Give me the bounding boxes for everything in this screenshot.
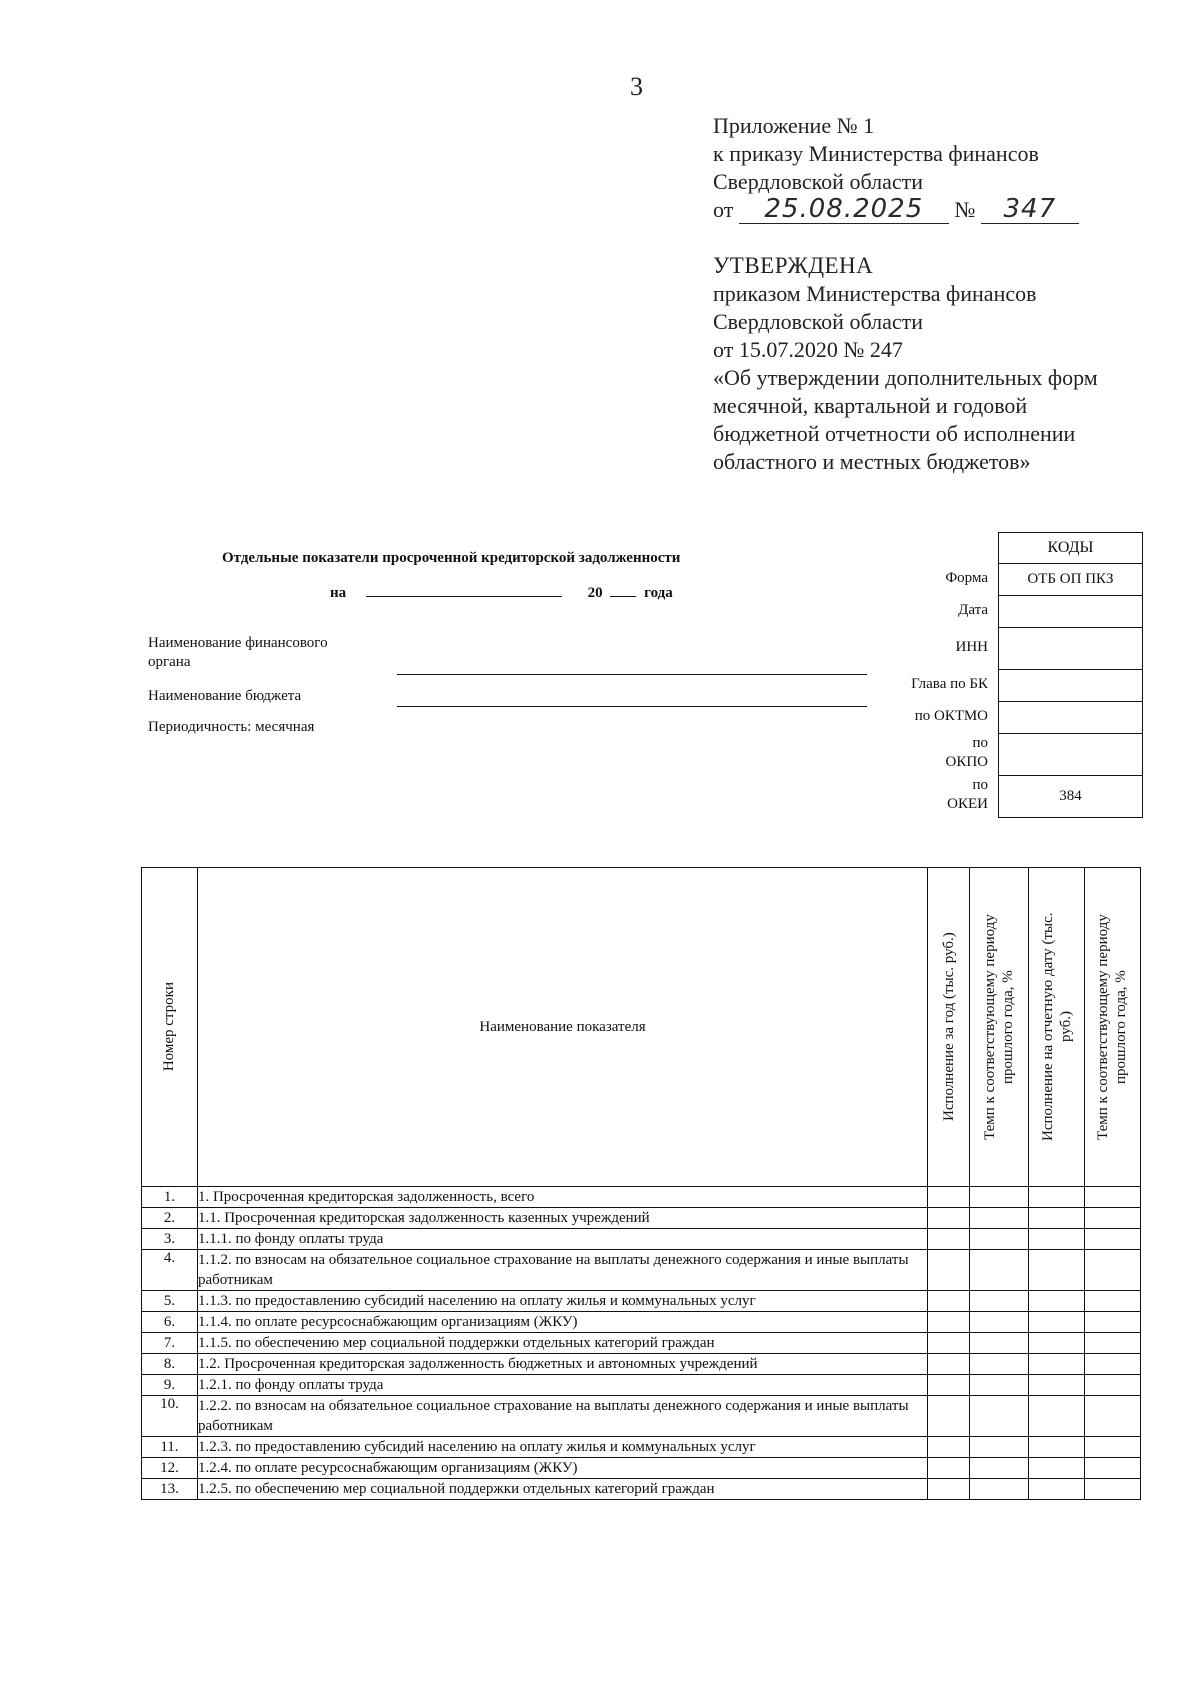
cell-col2	[970, 1312, 1029, 1333]
approved-line-2: Свердловской области	[713, 309, 923, 334]
cell-col4	[1084, 1229, 1140, 1250]
cell-col3	[1029, 1333, 1085, 1354]
table-header-row	[142, 868, 1141, 1187]
codes-labels	[840, 562, 988, 816]
cell-col2	[970, 1458, 1029, 1479]
row-number: 6.	[142, 1312, 198, 1333]
fin-org-label-line1: Наименование финансового	[148, 635, 328, 651]
cell-col4	[1084, 1250, 1140, 1291]
cell-col1	[928, 1396, 970, 1437]
cell-col1	[928, 1229, 970, 1250]
code-label-okpo-2: ОКПО	[945, 754, 988, 770]
row-name: 1.2. Просроченная кредиторская задолженность бюджетных и автономных учреждений	[197, 1354, 927, 1375]
form-title: Отдельные показатели просроченной кредиторской задолженности	[222, 550, 681, 566]
table-row	[142, 1229, 1141, 1250]
header-col3-text: Исполнение на отчетную дату (тыс. руб.)	[1039, 912, 1074, 1142]
row-number: 3.	[142, 1229, 198, 1250]
row-number: 8.	[142, 1354, 198, 1375]
row-name: 1.2.3. по предоставлению субсидий населению на оплату жилья и коммунальных услуг	[197, 1437, 927, 1458]
cell-col4	[1084, 1396, 1140, 1437]
row-name: 1.1.1. по фонду оплаты труда	[197, 1229, 927, 1250]
table-row	[142, 1250, 1141, 1291]
header-row-number	[142, 868, 198, 1187]
row-number: 12.	[142, 1458, 198, 1479]
form-year-suffix: года	[644, 585, 673, 601]
page-number: 3	[630, 72, 643, 101]
header-row-number-text: Номер строки	[161, 982, 178, 1072]
code-label-okei	[840, 774, 988, 816]
table-row	[142, 1333, 1141, 1354]
table-row	[142, 1479, 1141, 1500]
row-name: 1.2.2. по взносам на обязательное социальное страхование на выплаты денежного содержания и иные выплаты работникам	[197, 1396, 927, 1437]
cell-col2	[970, 1437, 1029, 1458]
periodicity-label: Периодичность: месячная	[148, 719, 315, 735]
cell-col3	[1029, 1458, 1085, 1479]
code-value-date	[999, 595, 1142, 627]
cell-col3	[1029, 1291, 1085, 1312]
form-date-blank	[366, 582, 562, 597]
row-number: 7.	[142, 1333, 198, 1354]
cell-col1	[928, 1208, 970, 1229]
cell-col2	[970, 1208, 1029, 1229]
code-label-okpo-1: по	[972, 735, 988, 751]
appendix-number-handwritten: 347	[1003, 194, 1057, 224]
codes-header: КОДЫ	[1047, 539, 1094, 556]
cell-col4	[1084, 1187, 1140, 1208]
table-row	[142, 1187, 1141, 1208]
appendix-date-prefix: от	[713, 197, 734, 222]
code-value-inn	[999, 627, 1142, 669]
appendix-number-field	[981, 196, 1079, 224]
fin-org-label-line2: органа	[148, 654, 191, 670]
cell-col4	[1084, 1312, 1140, 1333]
header-col2-text: Темп к соответствующему периоду прошлого года, %	[982, 914, 1017, 1140]
cell-col2	[970, 1354, 1029, 1375]
row-number: 2.	[142, 1208, 198, 1229]
table-row	[142, 1437, 1141, 1458]
cell-col4	[1084, 1479, 1140, 1500]
code-label-okei-1: по	[972, 777, 988, 793]
header-col4	[1084, 868, 1140, 1187]
row-name: 1.2.4. по оплате ресурсоснабжающим организациям (ЖКУ)	[197, 1458, 927, 1479]
cell-col4	[1084, 1333, 1140, 1354]
cell-col3	[1029, 1250, 1085, 1291]
cell-col2	[970, 1250, 1029, 1291]
cell-col1	[928, 1375, 970, 1396]
row-name: 1.1. Просроченная кредиторская задолженность казенных учреждений	[197, 1208, 927, 1229]
cell-col1	[928, 1312, 970, 1333]
cell-col1	[928, 1458, 970, 1479]
row-name: 1. Просроченная кредиторская задолженность, всего	[197, 1187, 927, 1208]
appendix-date-handwritten: 25.08.2025	[764, 194, 924, 224]
cell-col3	[1029, 1437, 1085, 1458]
code-label-date: Дата	[958, 601, 988, 618]
code-value-okei: 384	[999, 775, 1142, 817]
cell-col2	[970, 1396, 1029, 1437]
cell-col3	[1029, 1208, 1085, 1229]
approved-line-6: бюджетной отчетности об исполнении	[713, 421, 1076, 446]
row-number: 11.	[142, 1437, 198, 1458]
row-number: 13.	[142, 1479, 198, 1500]
cell-col1	[928, 1333, 970, 1354]
cell-col1	[928, 1187, 970, 1208]
table-row	[142, 1458, 1141, 1479]
approved-title: УТВЕРЖДЕНА	[713, 253, 874, 278]
header-col1	[928, 868, 970, 1187]
appendix-date-field	[739, 196, 949, 224]
indicators-table	[141, 867, 1141, 1500]
row-number: 5.	[142, 1291, 198, 1312]
cell-col2	[970, 1333, 1029, 1354]
table-row	[142, 1312, 1141, 1333]
appendix-region-line: Свердловской области	[713, 169, 923, 194]
cell-col2	[970, 1375, 1029, 1396]
codes-box	[998, 532, 1143, 818]
code-label-oktmo: по ОКТМО	[914, 707, 988, 724]
row-name: 1.1.4. по оплате ресурсоснабжающим организациям (ЖКУ)	[197, 1312, 927, 1333]
approved-line-4: «Об утверждении дополнительных форм	[713, 365, 1098, 390]
cell-col4	[1084, 1437, 1140, 1458]
budget-label: Наименование бюджета	[148, 688, 302, 704]
table-row	[142, 1208, 1141, 1229]
appendix-date-line	[713, 196, 1079, 224]
code-label-inn: ИНН	[955, 638, 988, 655]
row-number: 9.	[142, 1375, 198, 1396]
form-date-line	[330, 582, 673, 602]
cell-col4	[1084, 1354, 1140, 1375]
code-value-okpo	[999, 733, 1142, 775]
appendix-title: Приложение № 1	[713, 113, 875, 138]
form-year-blank	[610, 582, 636, 597]
cell-col4	[1084, 1458, 1140, 1479]
row-number: 10.	[142, 1396, 198, 1437]
header-col2	[970, 868, 1029, 1187]
header-col1-text: Исполнение за год (тыс. руб.)	[940, 932, 957, 1122]
form-date-prefix: на	[330, 585, 347, 601]
cell-col4	[1084, 1208, 1140, 1229]
cell-col2	[970, 1187, 1029, 1208]
cell-col2	[970, 1229, 1029, 1250]
cell-col3	[1029, 1312, 1085, 1333]
cell-col3	[1029, 1375, 1085, 1396]
table-row	[142, 1396, 1141, 1437]
row-name: 1.1.3. по предоставлению субсидий населению на оплату жилья и коммунальных услуг	[197, 1291, 927, 1312]
table-row	[142, 1354, 1141, 1375]
table-row	[142, 1375, 1141, 1396]
appendix-number-prefix: №	[954, 197, 976, 222]
cell-col1	[928, 1354, 970, 1375]
cell-col3	[1029, 1396, 1085, 1437]
row-number: 1.	[142, 1187, 198, 1208]
approved-line-1: приказом Министерства финансов	[713, 281, 1037, 306]
code-label-form: Форма	[945, 569, 988, 586]
approved-line-7: областного и местных бюджетов»	[713, 449, 1031, 474]
code-label-okpo	[840, 732, 988, 774]
header-col3	[1029, 868, 1085, 1187]
fin-org-field	[397, 674, 867, 675]
row-name: 1.2.1. по фонду оплаты труда	[197, 1375, 927, 1396]
approved-line-3: от 15.07.2020 № 247	[713, 337, 903, 362]
cell-col1	[928, 1479, 970, 1500]
cell-col4	[1084, 1375, 1140, 1396]
code-label-bk: Глава по БК	[911, 675, 988, 692]
approved-block	[713, 252, 1153, 476]
cell-col1	[928, 1250, 970, 1291]
approved-line-5: месячной, квартальной и годовой	[713, 393, 1028, 418]
cell-col3	[1029, 1354, 1085, 1375]
row-name: 1.2.5. по обеспечению мер социальной поддержки отдельных категорий граждан	[197, 1479, 927, 1500]
code-value-bk	[999, 669, 1142, 701]
header-indicator-text: Наименование показателя	[479, 1018, 646, 1035]
fin-org-label	[148, 634, 328, 672]
cell-col2	[970, 1291, 1029, 1312]
cell-col3	[1029, 1229, 1085, 1250]
code-value-form: ОТБ ОП ПКЗ	[999, 563, 1142, 595]
cell-col1	[928, 1291, 970, 1312]
cell-col3	[1029, 1187, 1085, 1208]
row-name: 1.1.2. по взносам на обязательное социальное страхование на выплаты денежного содержания и иные выплаты работникам	[197, 1250, 927, 1291]
row-name: 1.1.5. по обеспечению мер социальной поддержки отдельных категорий граждан	[197, 1333, 927, 1354]
cell-col3	[1029, 1479, 1085, 1500]
form-year-prefix: 20	[587, 585, 603, 601]
code-value-oktmo	[999, 701, 1142, 733]
cell-col2	[970, 1479, 1029, 1500]
cell-col4	[1084, 1291, 1140, 1312]
row-number: 4.	[142, 1250, 198, 1291]
header-col4-text: Темп к соответствующему периоду прошлого года, %	[1095, 914, 1130, 1140]
appendix-order-line: к приказу Министерства финансов	[713, 141, 1039, 166]
cell-col1	[928, 1437, 970, 1458]
table-row	[142, 1291, 1141, 1312]
header-indicator	[197, 868, 927, 1187]
appendix-block	[713, 112, 1079, 224]
code-label-okei-2: ОКЕИ	[947, 796, 988, 812]
budget-field	[397, 706, 867, 707]
